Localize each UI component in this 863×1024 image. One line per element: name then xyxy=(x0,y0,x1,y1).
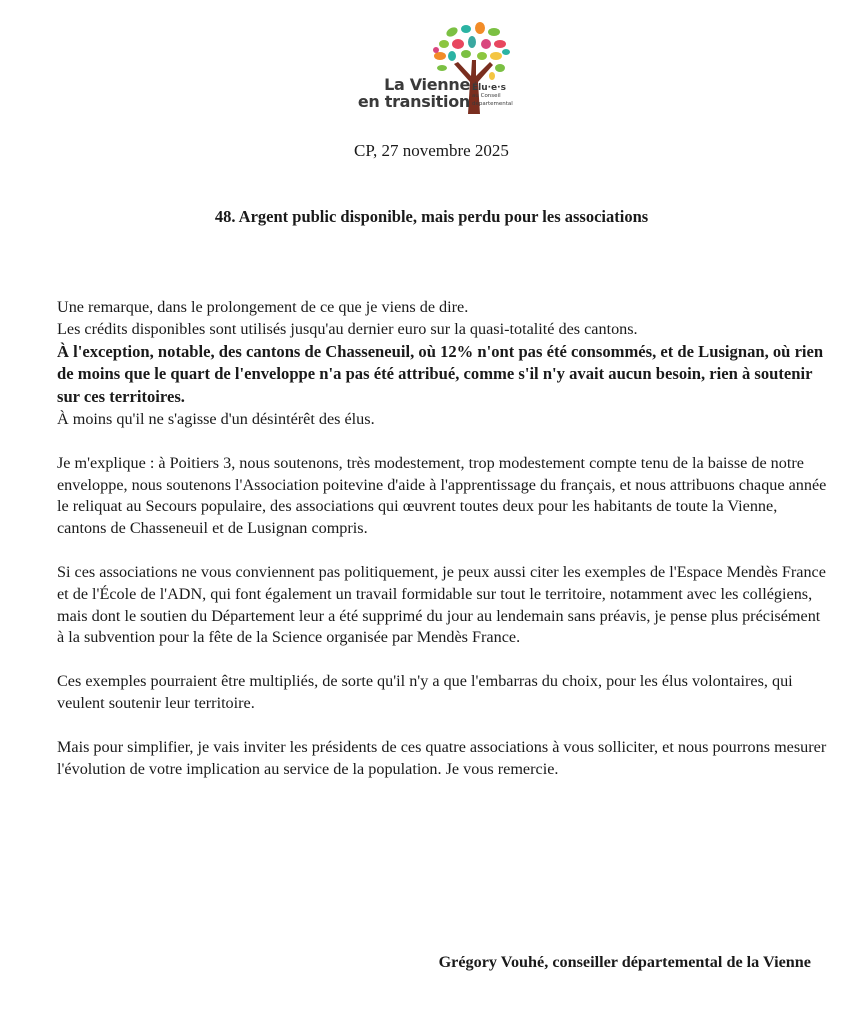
paragraph-3: Si ces associations ne vous conviennent pas politiquement, je peux aussi citer les exemples de l'Espace Mendès France et de l'École de l'ADN, qui font également un travail formidable sur tout le territoire, notamment avec les collégiens, mais dont le soutien du Département leur a été supprimé du jour au lendemain sans préavis, je pense plus précisément à la subvention pour la fête de la Science organisée par Mendès France. xyxy=(57,562,826,647)
logo-side-sub1: au Conseil xyxy=(472,93,501,99)
p1-line-3: À moins qu'il ne s'agisse d'un désintérêt des élus. xyxy=(57,409,375,428)
logo-side-label xyxy=(472,84,513,108)
paragraph-4: Ces exemples pourraient être multipliés, de sorte qu'il n'y a que l'embarras du choix, pour les élus volontaires, qui veulent soutenir leur territoire. xyxy=(57,672,793,712)
logo xyxy=(350,22,530,114)
logo-line-1: La Vienne xyxy=(384,75,470,94)
document-body xyxy=(57,297,827,802)
document-title: 48. Argent public disponible, mais perdu pour les associations xyxy=(214,207,649,226)
p1-line-2: Les crédits disponibles sont utilisés jusqu'au dernier euro sur la quasi-totalité des cantons. xyxy=(57,319,638,338)
p1-bold-statement: À l'exception, notable, des cantons de Chasseneuil, où 12% n'ont pas été consommés, et de Lusignan, où rien de moins que le quart de l'enveloppe n'a pas été attribué, comme s'il n'y avait aucun besoin, rien à soutenir sur ces territoires. xyxy=(57,341,824,407)
logo-side-sub2: départemental xyxy=(472,101,513,107)
paragraph-5: Mais pour simplifier, je vais inviter les présidents de ces quatre associations à vous solliciter, et nous pourrons mesurer l'évolution de votre implication au service de la population. Je vous remercie. xyxy=(57,737,827,778)
logo-line-2: en transition xyxy=(357,92,470,111)
signature: Grégory Vouhé, conseiller départemental de la Vienne xyxy=(438,953,811,971)
p1-line-1: Une remarque, dans le prolongement de ce que je viens de dire. xyxy=(57,298,469,316)
paragraph-1 xyxy=(57,297,827,431)
logo-wordmark xyxy=(350,76,470,110)
press-release-date: CP, 27 novembre 2025 xyxy=(354,141,509,160)
logo-side-title: Élu·e·s xyxy=(472,83,506,93)
paragraph-2: Je m'explique : à Poitiers 3, nous soutenons, très modestement, trop modestement compte tenu de la baisse de notre enveloppe, nous soutenons l'Association poitevine d'aide à l'apprentissage du français, et nous attribuons chaque année le reliquat au Secours populaire, des associations qui œuvrent toutes deux pour les habitants de toute la Vienne, cantons de Chasseneuil et de Lusignan compris. xyxy=(57,453,827,538)
